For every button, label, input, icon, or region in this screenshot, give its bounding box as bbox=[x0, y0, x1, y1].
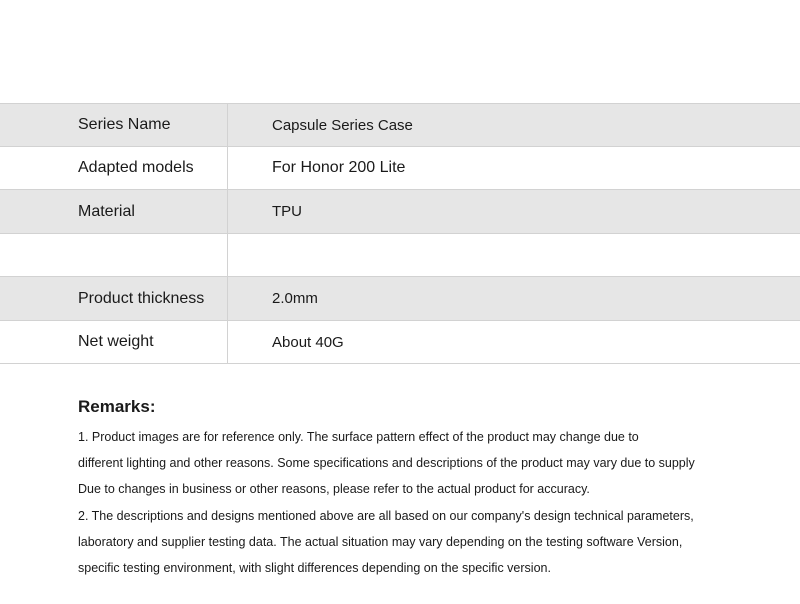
spec-label: Product thickness bbox=[0, 277, 228, 320]
remarks-title: Remarks: bbox=[78, 397, 156, 416]
remarks-section bbox=[78, 396, 758, 581]
remarks-line: specific testing environment, with slight differences depending on the specific version. bbox=[78, 561, 551, 576]
spec-label: Material bbox=[0, 190, 228, 233]
spec-row-product-thickness bbox=[0, 277, 800, 321]
spec-table bbox=[0, 103, 800, 364]
spec-value: 2.0mm bbox=[272, 290, 318, 307]
spec-row-empty bbox=[0, 234, 800, 277]
remarks-line: 2. The descriptions and designs mentioned above are all based on our company's design technical parameters, bbox=[78, 508, 694, 523]
spec-label: Net weight bbox=[0, 321, 228, 363]
remarks-line: 1. Product images are for reference only. The surface pattern effect of the product may change due to bbox=[78, 430, 639, 444]
spec-value: About 40G bbox=[272, 333, 344, 351]
spec-row-series-name bbox=[0, 104, 800, 147]
spec-label bbox=[0, 234, 228, 276]
spec-value: For Honor 200 Lite bbox=[272, 159, 406, 176]
remarks-line: Due to changes in business or other reasons, please refer to the actual product for accuracy. bbox=[78, 482, 590, 497]
remarks-line: different lighting and other reasons. Some specifications and descriptions of the product may vary due to supply bbox=[78, 456, 695, 471]
spec-label: Adapted models bbox=[0, 147, 228, 189]
remarks-line: laboratory and supplier testing data. The actual situation may vary depending on the testing software Version, bbox=[78, 534, 683, 549]
spec-value bbox=[228, 234, 800, 276]
spec-row-net-weight bbox=[0, 321, 800, 364]
spec-value: Capsule Series Case bbox=[272, 116, 413, 134]
spec-row-material bbox=[0, 190, 800, 234]
spec-label: Series Name bbox=[0, 104, 228, 146]
spec-value: TPU bbox=[272, 203, 302, 220]
spec-row-adapted-models bbox=[0, 147, 800, 190]
